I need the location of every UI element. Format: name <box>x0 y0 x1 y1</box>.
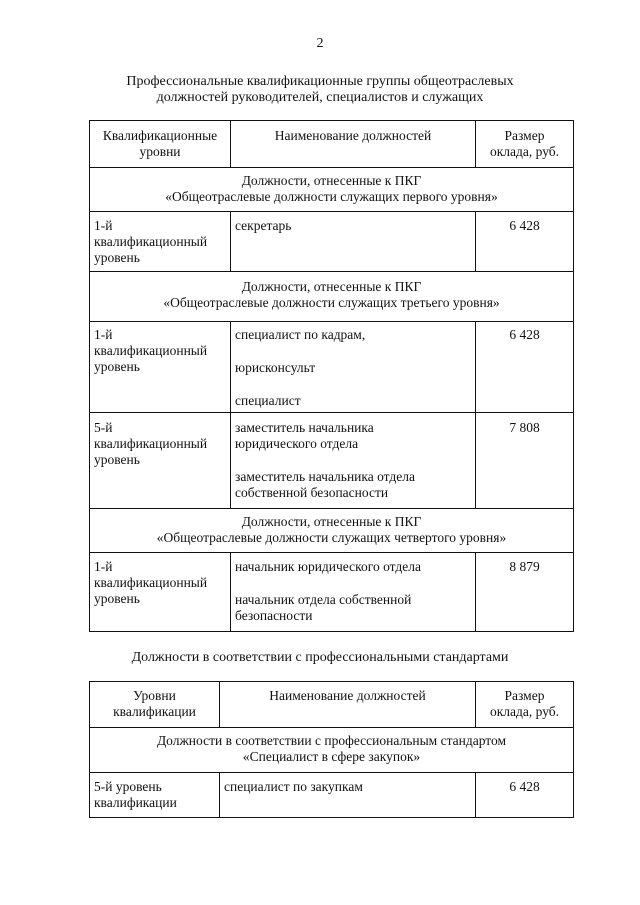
level-line: уровень <box>94 452 140 467</box>
positions-cell <box>231 553 476 632</box>
level-line: 1-й <box>94 559 113 574</box>
level-cell <box>90 413 231 509</box>
header-salary-line-2: оклада, руб. <box>489 144 560 159</box>
header-level-line-2: квалификации <box>113 704 196 719</box>
header-level <box>90 121 231 168</box>
table-header-row <box>90 682 574 728</box>
group-title <box>90 509 574 553</box>
table-header-row <box>90 121 574 168</box>
header-level-line-1: Квалификационные <box>102 128 218 143</box>
level-line: 1-й <box>94 218 113 233</box>
position-line: заместитель начальника отдела <box>235 469 415 484</box>
table-row <box>90 322 574 413</box>
prof-standards-table <box>89 681 574 818</box>
pkg-salary-table <box>89 120 574 632</box>
group-title-row <box>90 272 574 322</box>
salary-cell: 6 428 <box>476 773 574 818</box>
group-title-line-2: «Общеотраслевые должности служащих третьего уровня» <box>163 295 500 310</box>
position-line: специалист <box>235 393 301 408</box>
header-positions: Наименование должностей <box>220 682 476 728</box>
section-subtitle: Должности в соответствии с профессиональными стандартами <box>131 650 509 665</box>
level-cell <box>90 212 231 272</box>
header-salary-line-2: оклада, руб. <box>489 704 560 719</box>
header-salary <box>476 682 574 728</box>
level-cell <box>90 553 231 632</box>
page-number: 2 <box>316 36 324 51</box>
position-line: начальник отдела собственной <box>235 592 412 607</box>
position-line: заместитель начальника <box>235 420 374 435</box>
level-line: 5-й уровень <box>94 779 162 794</box>
level-cell <box>90 322 231 413</box>
level-line: квалификации <box>94 795 177 810</box>
level-line: уровень <box>94 359 140 374</box>
group-title <box>90 168 574 212</box>
document-title <box>80 74 560 106</box>
header-level <box>90 682 220 728</box>
salary-cell: 6 428 <box>476 212 574 272</box>
level-line: квалификационный <box>94 343 208 358</box>
level-line: уровень <box>94 591 140 606</box>
level-line: 5-й <box>94 420 113 435</box>
title-line-1: Профессиональные квалификационные группы общеотраслевых <box>126 74 514 89</box>
header-salary-line-1: Размер <box>504 128 545 143</box>
group-title-line-2: «Общеотраслевые должности служащих четвертого уровня» <box>156 530 507 545</box>
header-level-line-2: уровни <box>139 144 181 159</box>
position-line: юрисконсульт <box>235 360 316 375</box>
salary-cell: 7 808 <box>476 413 574 509</box>
group-title-line-2: «Специалист в сфере закупок» <box>242 749 421 764</box>
group-title <box>90 728 574 773</box>
table-row <box>90 212 574 272</box>
group-title-line-1: Должности, отнесенные к ПКГ <box>241 173 422 188</box>
position-line: безопасности <box>235 608 313 623</box>
positions-cell <box>231 212 476 272</box>
table-row <box>90 413 574 509</box>
position-line: юридического отдела <box>235 436 359 451</box>
level-line: 1-й <box>94 327 113 342</box>
position-line: начальник юридического отдела <box>235 559 421 574</box>
position-line: собственной безопасности <box>235 485 389 500</box>
group-title <box>90 272 574 322</box>
header-salary <box>476 121 574 168</box>
table-row <box>90 553 574 632</box>
positions-cell <box>231 413 476 509</box>
group-title-row <box>90 509 574 553</box>
position-line: секретарь <box>235 218 292 233</box>
header-salary-line-1: Размер <box>504 688 545 703</box>
level-line: квалификационный <box>94 234 208 249</box>
group-title-row <box>90 728 574 773</box>
group-title-line-1: Должности в соответствии с профессиональным стандартом <box>156 733 507 748</box>
header-positions: Наименование должностей <box>231 121 476 168</box>
position-line: специалист по кадрам, <box>235 327 366 342</box>
title-line-2: должностей руководителей, специалистов и служащих <box>156 90 484 105</box>
group-title-line-2: «Общеотраслевые должности служащих первого уровня» <box>165 189 498 204</box>
level-line: уровень <box>94 250 140 265</box>
positions-cell: специалист по закупкам <box>220 773 476 818</box>
level-cell <box>90 773 220 818</box>
header-level-line-1: Уровни <box>133 688 176 703</box>
salary-cell: 8 879 <box>476 553 574 632</box>
salary-cell: 6 428 <box>476 322 574 413</box>
group-title-line-1: Должности, отнесенные к ПКГ <box>241 514 422 529</box>
group-title-line-1: Должности, отнесенные к ПКГ <box>241 279 422 294</box>
group-title-row <box>90 168 574 212</box>
level-line: квалификационный <box>94 575 208 590</box>
positions-cell <box>231 322 476 413</box>
table-row <box>90 773 574 818</box>
level-line: квалификационный <box>94 436 208 451</box>
